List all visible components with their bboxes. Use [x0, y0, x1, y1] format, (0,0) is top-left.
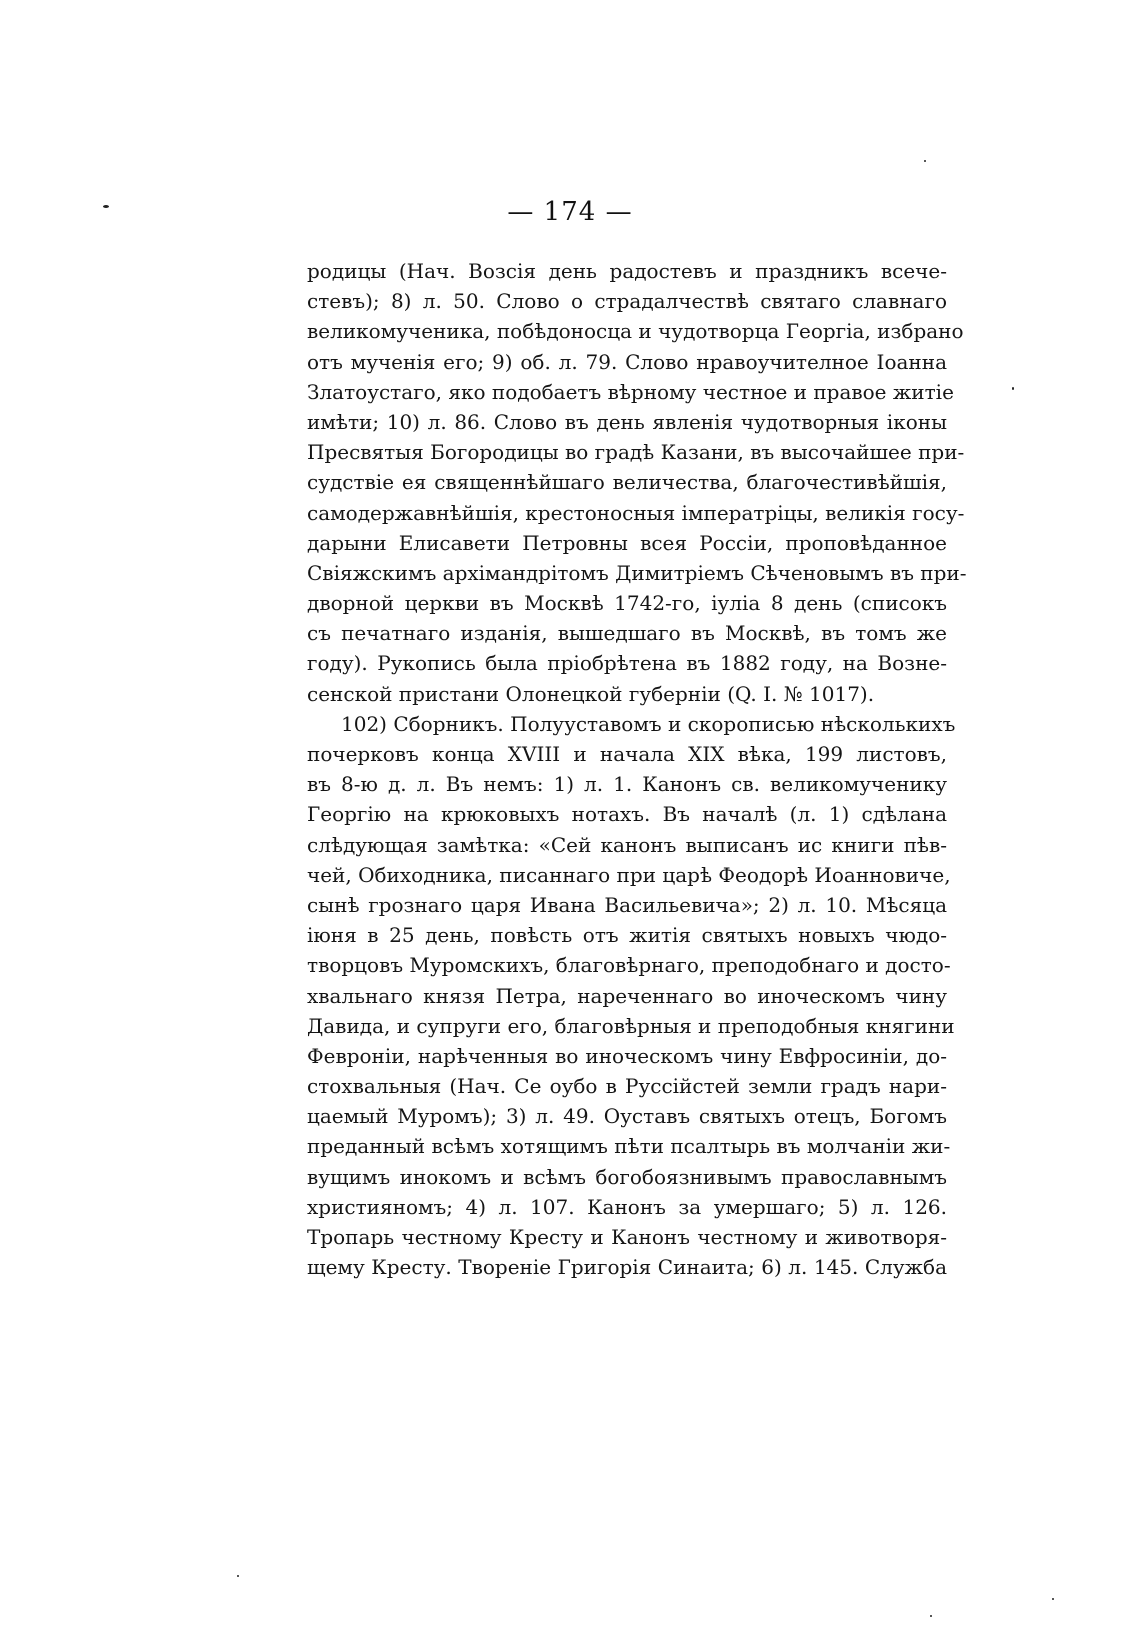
- text-line: въ 8-ю д. л. Въ немъ: 1) л. 1. Канонъ св. великомученику: [307, 772, 947, 797]
- page-number: — 174 —: [507, 197, 633, 227]
- text-line: стевъ); 8) л. 50. Слово о страдалчествѣ святаго славнаго: [307, 289, 947, 314]
- text-line: году). Рукопись была пріобрѣтена въ 1882 году, на Возне-: [307, 651, 947, 676]
- text-line: имѣти; 10) л. 86. Слово въ день явленія чудотворныя іконы: [307, 409, 947, 434]
- text-line: сенской пристани Олонецкой губерніи (Q. I. № 1017).: [307, 681, 875, 706]
- paragraph-2: [307, 709, 956, 1283]
- text-line: стохвальныя (Нач. Се оубо в Руссійстей земли градъ нари-: [307, 1074, 947, 1099]
- scan-speck: [1052, 1598, 1054, 1600]
- text-line: чей, Обиходника, писаннаго при царѣ Феодорѣ Иоанновиче,: [307, 862, 951, 887]
- text-line: почерковъ конца XVIII и начала XIX вѣка, 199 листовъ,: [307, 742, 947, 766]
- text-line: Свіяжскимъ архімандрітомъ Димитріемъ Сѣченовымъ въ при-: [307, 560, 967, 585]
- text-line: самодержавнѣйшія, крестоносныя імператріцы, великія госу-: [307, 500, 965, 525]
- text-line: отъ мученія его; 9) об. л. 79. Слово нравоучителное Іоанна: [307, 349, 947, 374]
- paragraph-1: [307, 256, 967, 709]
- scan-speck: [930, 1615, 932, 1617]
- text-line: великомученика, побѣдоносца и чудотворца Георгіа, избрано: [307, 319, 964, 344]
- text-line: сынѣ грознаго царя Ивана Васильевича»; 2) л. 10. Мѣсяца: [307, 892, 947, 917]
- scan-speck: [237, 1575, 239, 1577]
- text-line: щему Кресту. Твореніе Григорія Синаита; 6) л. 145. Служба: [307, 1255, 947, 1280]
- text-line: цаемый Муромъ); 3) л. 49. Оуставъ святыхъ отецъ, Богомъ: [307, 1104, 947, 1129]
- text-line: іюня в 25 день, повѣсть отъ житія святыхъ новыхъ чюдо-: [307, 923, 947, 948]
- text-line: дарыни Елисавети Петровны всея Россіи, проповѣданное: [307, 530, 947, 555]
- text-line: вущимъ инокомъ и всѣмъ богобоязнивымъ православнымъ: [307, 1164, 947, 1189]
- text-line: християномъ; 4) л. 107. Канонъ за умершаго; 5) л. 126.: [307, 1194, 947, 1219]
- text-line: дворной церкви въ Москвѣ 1742-го, іуліа 8 день (списокъ: [307, 591, 947, 616]
- text-line: родицы (Нач. Возсія день радостевъ и праздникъ всече-: [307, 259, 947, 283]
- text-line: съ печатнаго изданія, вышедшаго въ Москвѣ, въ томъ же: [307, 621, 947, 646]
- scan-speck: [103, 205, 109, 208]
- scan-speck: [924, 160, 926, 162]
- body-text: [307, 256, 967, 1282]
- text-line: хвальнаго князя Петра, нареченнаго во иноческомъ чину: [307, 983, 947, 1008]
- text-line: Пресвятыя Богородицы во градѣ Казани, въ высочайшее при-: [307, 440, 965, 465]
- text-line: слѣдующая замѣтка: «Сей канонъ выписанъ ис книги пѣв-: [307, 832, 947, 857]
- text-line: Георгію на крюковыхъ нотахъ. Въ началѣ (л. 1) сдѣлана: [307, 802, 947, 827]
- text-line: 102) Сборникъ. Полууставомъ и скорописью нѣсколькихъ: [341, 711, 956, 736]
- text-line: судствіе ея священнѣйшаго величества, благочестивѣйшія,: [307, 470, 947, 495]
- text-line: творцовъ Муромскихъ, благовѣрнаго, преподобнаго и досто-: [307, 953, 951, 978]
- text-line: Златоустаго, яко подобаетъ вѣрному честное и правое житіе: [307, 379, 954, 404]
- scan-speck: [1012, 387, 1014, 390]
- text-line: Февроніи, нарѣченныя во иноческомъ чину Евфросиніи, до-: [307, 1043, 947, 1068]
- text-line: преданный всѣмъ хотящимъ пѣти псалтырь въ молчаніи жи-: [307, 1134, 951, 1159]
- text-line: Тропарь честному Кресту и Канонъ честному и животворя-: [307, 1225, 947, 1249]
- text-line: Давида, и супруги его, благовѣрныя и преподобныя княгини: [307, 1013, 955, 1038]
